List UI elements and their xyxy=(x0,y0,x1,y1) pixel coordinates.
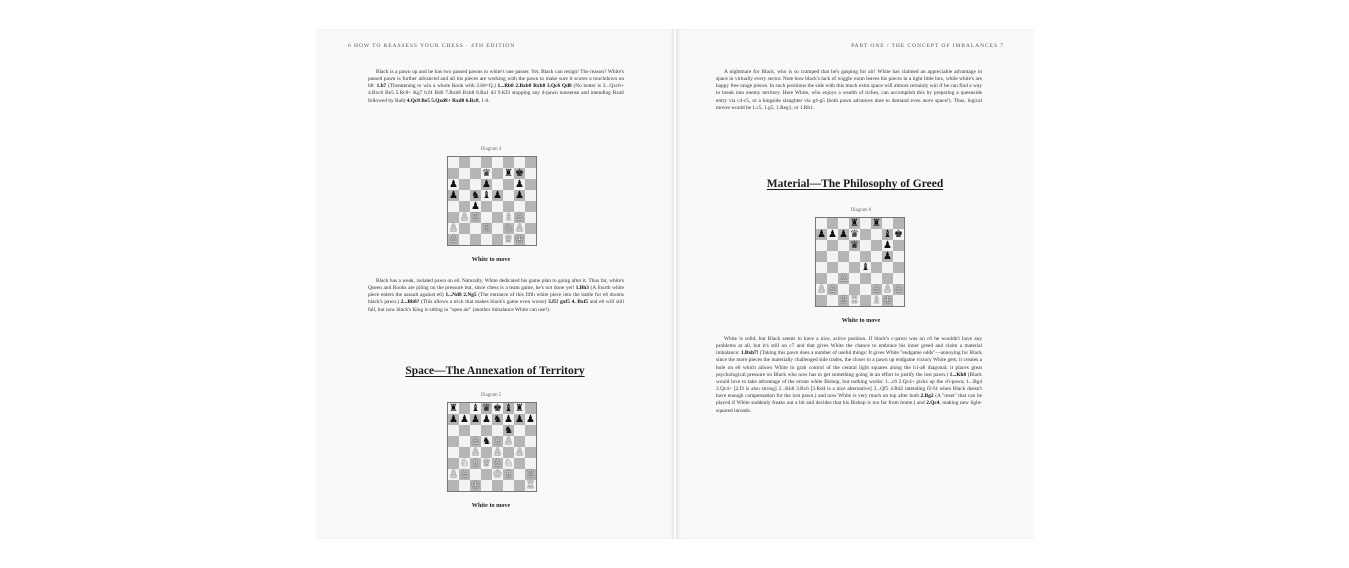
board-square xyxy=(459,223,470,234)
white-pawn-icon: ♙ xyxy=(872,283,881,295)
black-bishop-icon: ♝ xyxy=(883,228,892,240)
black-pawn-icon: ♟ xyxy=(839,228,848,240)
board-square xyxy=(838,240,849,251)
board-square xyxy=(525,447,536,458)
board-square xyxy=(503,480,514,491)
diagram-6-board xyxy=(815,217,905,307)
diagram-4-label: Diagram 4 xyxy=(480,147,502,152)
diagram-5-caption: White to move xyxy=(471,502,511,509)
right-para1-text xyxy=(716,69,982,112)
section-title-space: Space—The Annexation of Territory xyxy=(405,365,585,377)
white-pawn-icon: ♙ xyxy=(839,272,848,284)
board-square xyxy=(816,262,827,273)
board-square xyxy=(470,425,481,436)
board-square xyxy=(481,234,492,245)
white-bishop-icon: ♗ xyxy=(471,457,480,469)
black-pawn-icon: ♟ xyxy=(504,413,513,425)
board-square xyxy=(525,425,536,436)
move-notation: 1...Nd8 2.Ng5 xyxy=(445,292,477,299)
white-king-icon: ♔ xyxy=(515,233,524,245)
board-square xyxy=(492,179,503,190)
board-square xyxy=(492,157,503,168)
left-para1-text xyxy=(368,69,624,105)
board-square xyxy=(514,425,525,436)
board-square xyxy=(481,212,492,223)
board-square xyxy=(481,469,492,480)
board-square xyxy=(882,273,893,284)
board-square xyxy=(827,251,838,262)
text-run: (A "reset" that can be played if White suddenly freaks out a bit and decides that his Bishop is too far from home.) and xyxy=(716,393,982,407)
board-square xyxy=(459,168,470,179)
white-pawn-icon: ♙ xyxy=(504,435,513,447)
white-king-icon: ♔ xyxy=(493,468,502,480)
board-square xyxy=(492,223,503,234)
board-square xyxy=(470,157,481,168)
board-square xyxy=(448,212,459,223)
board-square xyxy=(514,157,525,168)
board-square xyxy=(525,436,536,447)
board-square xyxy=(525,403,536,414)
white-rook-icon: ♖ xyxy=(839,294,848,306)
black-pawn-icon: ♟ xyxy=(449,178,458,190)
board-square xyxy=(893,262,904,273)
black-queen-icon: ♛ xyxy=(850,228,859,240)
right-paragraph-1 xyxy=(716,69,982,112)
black-pawn-icon: ♟ xyxy=(526,413,535,425)
move-notation: 3.f5! gxf5 4. Bxf5 xyxy=(548,299,589,306)
board-square xyxy=(459,425,470,436)
board-square xyxy=(860,273,871,284)
white-pawn-icon: ♙ xyxy=(449,222,458,234)
board-square xyxy=(503,447,514,458)
black-pawn-icon: ♟ xyxy=(471,200,480,212)
white-pawn-icon: ♙ xyxy=(894,283,903,295)
white-rook-icon: ♖ xyxy=(482,222,491,234)
black-pawn-icon: ♟ xyxy=(828,228,837,240)
book-spread xyxy=(316,29,1034,539)
move-notation: 1.Bh3 xyxy=(575,285,589,292)
board-square xyxy=(448,447,459,458)
board-square xyxy=(492,212,503,223)
right-paragraph-2 xyxy=(716,336,982,415)
left-para2-text xyxy=(368,278,624,314)
text-run: Black is a pawn up and he has two passed pawns to white's one passer. Yet, Black can resign! The reason? White's passed pawn is further advanced and all his pieces are working with the pawn to make sure it scores a touchdown on b8: xyxy=(368,69,624,90)
board-square xyxy=(459,436,470,447)
board-square xyxy=(525,201,536,212)
board-square xyxy=(525,458,536,469)
board-square xyxy=(893,273,904,284)
white-rook-icon: ♖ xyxy=(526,468,535,480)
white-rook-icon: ♖ xyxy=(526,479,535,491)
left-paragraph-1 xyxy=(368,69,624,105)
white-rook-icon: ♖ xyxy=(471,211,480,223)
black-knight-icon: ♞ xyxy=(482,435,491,447)
left-running-head: 6 HOW TO REASSESS YOUR CHESS · 4TH EDITION xyxy=(348,43,516,49)
board-square xyxy=(893,218,904,229)
black-pawn-icon: ♟ xyxy=(515,413,524,425)
white-queen-icon: ♕ xyxy=(482,457,491,469)
board-square xyxy=(827,240,838,251)
board-square xyxy=(492,234,503,245)
board-square xyxy=(849,251,860,262)
board-square xyxy=(514,480,525,491)
white-pawn-icon: ♙ xyxy=(471,435,480,447)
diagram-5-board xyxy=(447,402,537,492)
board-square xyxy=(492,480,503,491)
black-pawn-icon: ♟ xyxy=(449,189,458,201)
board-square xyxy=(849,262,860,273)
board-square xyxy=(514,469,525,480)
text-run: (No better is 3...Qxc6+ 4.Rxc6 Be5 5.Rc8+ Kg7 6.f4 Bd6 7.Rxb8 Bxb8 8.Ra1 d3 9.Kf3 stopping any d-pawn nonsense and intending Rxa6 followed by Ra8) xyxy=(368,83,624,104)
text-run: Black has a weak, isolated pawn on e6. Naturally, White dedicated his game plan to going after it. Thus far, white's Queen and Rooks are piling on the pressure but, since chess is a team game, he's not done yet! xyxy=(368,278,624,292)
section-title-material: Material—The Philosophy of Greed xyxy=(766,178,944,190)
text-run: , making new light-squared inroads. xyxy=(716,400,983,414)
board-square xyxy=(492,168,503,179)
board-square xyxy=(849,284,860,295)
board-square xyxy=(525,179,536,190)
text-run: space!). Thus, logical moves would be 1.c5, 1.g5, 1.Reg1, or 1.Rh1. xyxy=(716,97,982,111)
white-bishop-icon: ♗ xyxy=(493,435,502,447)
move-notation: 1.b7 xyxy=(376,83,387,90)
white-pawn-icon: ♙ xyxy=(460,211,469,223)
board-square xyxy=(481,157,492,168)
black-pawn-icon: ♟ xyxy=(883,239,892,251)
board-square xyxy=(871,229,882,240)
move-notation: 2.Bg2 xyxy=(920,393,934,400)
board-square xyxy=(816,273,827,284)
board-square xyxy=(459,190,470,201)
board-square xyxy=(481,447,492,458)
black-pawn-icon: ♟ xyxy=(471,413,480,425)
white-queen-icon: ♕ xyxy=(504,233,513,245)
board-square xyxy=(849,273,860,284)
board-square xyxy=(871,262,882,273)
board-square xyxy=(860,251,871,262)
text-run: (Taking this pawn does a number of useful things: It gives White "endgame odds"—annoying for Black since the more pieces the materially challenged side trades, the closer to a pawn up endgame victory White gets; it creates a hole on e6 which allows White to grab control of the central light squares along the h1-a8 diagonal; it places great psychological pressure on Black who now has to get something going in an effort to justify the lost pawn.) xyxy=(716,350,982,378)
text-run: (This allows a trick that makes black's game even worse) xyxy=(419,299,549,306)
board-square xyxy=(459,480,470,491)
board-square xyxy=(871,251,882,262)
board-square xyxy=(893,251,904,262)
text-run: , 1-0. xyxy=(478,97,490,104)
diagram-4-board xyxy=(447,156,537,246)
black-pawn-icon: ♟ xyxy=(449,413,458,425)
board-square xyxy=(470,168,481,179)
board-square xyxy=(882,262,893,273)
board-square xyxy=(525,223,536,234)
board-square xyxy=(470,234,481,245)
board-square xyxy=(459,447,470,458)
text-run: more xyxy=(922,97,934,104)
black-rook-icon: ♜ xyxy=(504,167,513,179)
black-king-icon: ♚ xyxy=(493,402,502,414)
board-square xyxy=(827,273,838,284)
board-square xyxy=(525,157,536,168)
black-pawn-icon: ♟ xyxy=(817,228,826,240)
move-notation: 1...Rb8 2.Bxb8 Rxb8 3.Qc6 Qd8 xyxy=(497,83,572,90)
move-notation: 2...Bb8? xyxy=(400,299,420,306)
white-king-icon: ♔ xyxy=(471,479,480,491)
white-pawn-icon: ♙ xyxy=(817,283,826,295)
right-running-head: PART ONE / THE CONCEPT OF IMBALANCES 7 xyxy=(851,43,1004,49)
board-square xyxy=(838,262,849,273)
black-pawn-icon: ♟ xyxy=(515,189,524,201)
text-run: White is solid, but Black seems to have a nice, active position. If black's c-pawn was on c6 he wouldn't have any problems at all, but it's still on c7 and that gives White the chance to embrace his inner greed and claim a material imbalance: xyxy=(716,336,982,357)
diagram-6-label: Diagram 6 xyxy=(850,208,872,213)
board-square xyxy=(470,179,481,190)
board-square xyxy=(827,218,838,229)
board-square xyxy=(860,218,871,229)
white-pawn-icon: ♙ xyxy=(460,468,469,480)
board-square xyxy=(838,218,849,229)
black-queen-icon: ♛ xyxy=(850,239,859,251)
board-square xyxy=(525,190,536,201)
board-square xyxy=(448,425,459,436)
board-square xyxy=(860,284,871,295)
board-square xyxy=(470,469,481,480)
white-pawn-icon: ♙ xyxy=(493,446,502,458)
black-king-icon: ♚ xyxy=(515,167,524,179)
board-square xyxy=(860,295,871,306)
board-square xyxy=(481,425,492,436)
left-paragraph-2 xyxy=(368,278,624,314)
board-square xyxy=(448,168,459,179)
board-square xyxy=(816,218,827,229)
board-square xyxy=(882,218,893,229)
black-pawn-icon: ♟ xyxy=(460,413,469,425)
board-square xyxy=(893,295,904,306)
white-bishop-icon: ♗ xyxy=(504,211,513,223)
white-pawn-icon: ♙ xyxy=(515,211,524,223)
board-square xyxy=(860,229,871,240)
white-knight-icon: ♘ xyxy=(460,457,469,469)
board-square xyxy=(525,234,536,245)
board-square xyxy=(448,436,459,447)
white-rook-icon: ♖ xyxy=(850,294,859,306)
black-pawn-icon: ♟ xyxy=(515,178,524,190)
board-square xyxy=(871,273,882,284)
move-notation: 1...Kh8 xyxy=(949,371,967,378)
white-pawn-icon: ♙ xyxy=(449,468,458,480)
black-knight-icon: ♞ xyxy=(504,424,513,436)
move-notation: 2.Qc4 xyxy=(926,400,940,407)
board-square xyxy=(459,234,470,245)
white-pawn-icon: ♙ xyxy=(449,233,458,245)
diagram-6-caption: White to move xyxy=(841,317,881,324)
left-page xyxy=(316,29,674,539)
board-square xyxy=(514,458,525,469)
text-run: (A fourth white piece enters the assault against e6) xyxy=(368,285,624,299)
white-pawn-icon: ♙ xyxy=(883,283,892,295)
white-pawn-icon: ♙ xyxy=(828,283,837,295)
board-square xyxy=(448,157,459,168)
board-square xyxy=(481,480,492,491)
text-run: A nightmare for Black, who is so cramped that he's gasping for air! White has claimed an appreciable advantage in space in virtually every sector. Note how black's lack of wiggle room leaves his pieces in a tight little box, while white's are happy free range pieces. In such positions the side with this much extra space will almost certainly win if he can find a way to break into enemy territory. Here White, who enjoys a wealth of riches, can accomplish this by preparing a queenside entry via c4-c5, or a kingside slaughter via g4-g5 (both pawn advances dare to demand even xyxy=(716,69,982,104)
black-bishop-icon: ♝ xyxy=(471,402,480,414)
black-pawn-icon: ♟ xyxy=(482,178,491,190)
black-king-icon: ♚ xyxy=(894,228,903,240)
board-square xyxy=(514,436,525,447)
board-square xyxy=(459,403,470,414)
board-square xyxy=(838,284,849,295)
board-square xyxy=(525,168,536,179)
board-square xyxy=(492,201,503,212)
move-notation: 1.Bxh7! xyxy=(740,350,759,357)
board-square xyxy=(492,425,503,436)
board-square xyxy=(459,201,470,212)
white-knight-icon: ♘ xyxy=(504,222,513,234)
board-square xyxy=(514,201,525,212)
board-square xyxy=(860,240,871,251)
white-bishop-icon: ♗ xyxy=(872,294,881,306)
text-run: (Threatening to win a whole Rook with 2.b8=Q.) xyxy=(386,83,498,90)
right-page xyxy=(676,29,1034,539)
diagram-5-label: Diagram 5 xyxy=(480,393,502,398)
board-square xyxy=(838,251,849,262)
board-square xyxy=(816,295,827,306)
board-square xyxy=(503,201,514,212)
text-run: and e6 will still fall, but now black's King is sitting in "open air" (another imbalance White can use!). xyxy=(368,299,624,313)
black-bishop-icon: ♝ xyxy=(504,402,513,414)
board-square xyxy=(448,458,459,469)
white-pawn-icon: ♙ xyxy=(515,446,524,458)
text-run: (The entrance of this fifth white piece into the battle for e6 dooms black's pawn.) xyxy=(368,292,624,306)
board-square xyxy=(871,240,882,251)
board-square xyxy=(893,240,904,251)
board-square xyxy=(816,251,827,262)
board-square xyxy=(827,262,838,273)
white-pawn-icon: ♙ xyxy=(493,457,502,469)
board-square xyxy=(448,480,459,491)
move-notation: 4.Qc8 Be5 5.Qxd8+ Rxd8 6.Rc8 xyxy=(406,97,479,104)
white-king-icon: ♔ xyxy=(883,294,892,306)
black-knight-icon: ♞ xyxy=(471,189,480,201)
black-rook-icon: ♜ xyxy=(850,217,859,229)
white-bishop-icon: ♗ xyxy=(504,468,513,480)
black-rook-icon: ♜ xyxy=(449,402,458,414)
board-square xyxy=(448,201,459,212)
board-square xyxy=(525,212,536,223)
black-queen-icon: ♛ xyxy=(482,402,491,414)
black-rook-icon: ♜ xyxy=(872,217,881,229)
black-rook-icon: ♜ xyxy=(515,402,524,414)
board-square xyxy=(503,157,514,168)
board-square xyxy=(470,223,481,234)
white-pawn-icon: ♙ xyxy=(471,446,480,458)
black-pawn-icon: ♟ xyxy=(482,413,491,425)
board-square xyxy=(503,190,514,201)
right-para2-text xyxy=(716,336,982,415)
black-pawn-icon: ♟ xyxy=(883,250,892,262)
black-queen-icon: ♛ xyxy=(482,167,491,179)
board-square xyxy=(816,240,827,251)
white-knight-icon: ♘ xyxy=(504,457,513,469)
black-knight-icon: ♞ xyxy=(493,413,502,425)
black-pawn-icon: ♟ xyxy=(493,189,502,201)
board-square xyxy=(481,201,492,212)
black-bishop-icon: ♝ xyxy=(482,189,491,201)
black-bishop-icon: ♝ xyxy=(861,261,870,273)
white-pawn-icon: ♙ xyxy=(515,222,524,234)
board-square xyxy=(827,295,838,306)
board-square xyxy=(503,179,514,190)
board-square xyxy=(459,179,470,190)
text-run: (Black would love to take advantage of the errant white Bishop, but nothing works: 1...c6 2.Qc4+ picks up the c6-pawn; 1...Bg4 2.Qc4+ [2.f3 is also strong] 2...Kh8 3.Bc6 [3.Rd4 is a nice alternative] 3...Qf5 4.Rd2 intending f2-f4 when Black doesn't have enough compensation for the lost pawn.) and now White is very much on top after both xyxy=(716,371,982,400)
diagram-4-caption: White to move xyxy=(471,256,511,263)
board-square xyxy=(459,157,470,168)
